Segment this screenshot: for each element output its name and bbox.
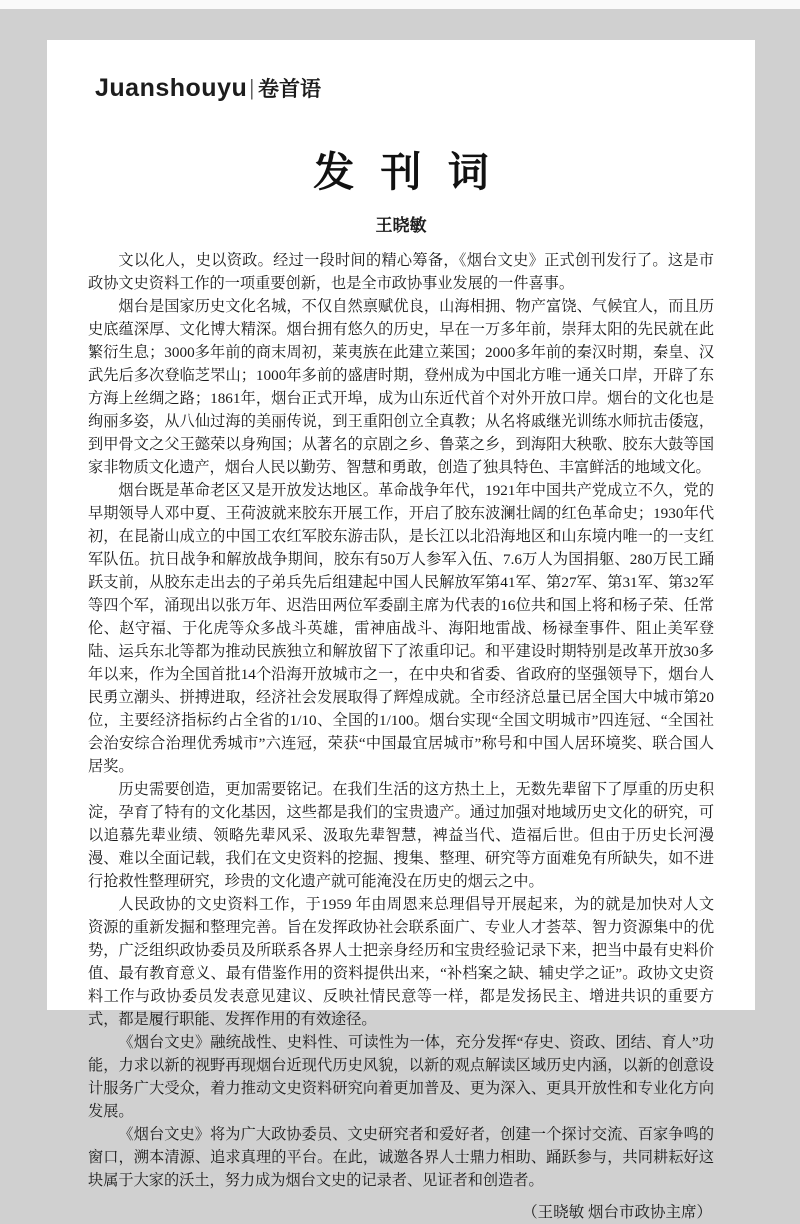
article-body bbox=[88, 249, 714, 1224]
masthead-separator: | bbox=[250, 75, 254, 100]
author-signature: （王晓敏 烟台市政协主席） bbox=[522, 1204, 712, 1221]
scan-edge-strip bbox=[0, 0, 800, 9]
paragraph: 《烟台文史》融统战性、史料性、可读性为一体，充分发挥“存史、资政、团结、育人”功能，力求以新的视野再现烟台近现代历史风貌，以新的观点解读区域历史内涵，以新的创意设计服务广大受众，着力推动文史资料研究向着更加普及、更为深入、更具开放性和专业化方向发展。 bbox=[88, 1034, 714, 1120]
paragraph: 人民政协的文史资料工作，于1959 年由周恩来总理倡导开展起来，为的就是加快对人文资源的重新发掘和整理完善。旨在发挥政协社会联系面广、专业人才荟萃、智力资源集中的优势，广泛组织政协委员及所联系各界人士把亲身经历和宝贵经验记录下来，把当中最有史料价值、最有教育意义、最有借鉴作用的资料提供出来，“补档案之缺、辅史学之证”。政协文史资料工作与政协委员发表意见建议、反映社情民意等一样，都是发扬民主、增进共识的重要方式，都是履行职能、发挥作用的有效途径。 bbox=[88, 896, 714, 1028]
document-page bbox=[47, 40, 755, 1221]
masthead-latin-title: Juanshouyu bbox=[95, 73, 248, 102]
paragraph: 烟台既是革命老区又是开放发达地区。革命战争年代，1921年中国共产党成立不久，党的早期领导人邓中夏、王荷波就来胶东开展工作，开启了胶东波澜壮阔的红色革命史；1930年代初，在昆嵛山成立的中国工农红军胶东游击队，是长江以北沿海地区和山东境内唯一的一支红军队伍。抗日战争和解放战争期间，胶东有50万人参军入伍、7.6万人为国捐躯、280万民工踊跃支前，从胶东走出去的子弟兵先后组建起中国人民解放军第41军、第27军、第31军、第32军等四个军，涌现出以张万年、迟浩田两位军委副主席为代表的16位共和国上将和杨子荣、任常伦、赵守福、于化虎等众多战斗英雄，雷神庙战斗、海阳地雷战、杨禄奎事件、阻止美军登陆、运兵东北等都为推动民族独立和解放留下了浓重印记。和平建设时期特别是改革开放30多年以来，作为全国首批14个沿海开放城市之一，在中央和省委、省政府的坚强领导下，烟台人民勇立潮头、拼搏进取，经济社会发展取得了辉煌成就。全市经济总量已居全国大中城市第20位，主要经济指标约占全省的1/10、全国的1/100。烟台实现“全国文明城市”四连冠、“全国社会治安综合治理优秀城市”六连冠，荣获“中国最宜居城市”称号和中国人居环境奖、联合国人居奖。 bbox=[88, 482, 714, 775]
article-title: 发 刊 词 bbox=[313, 149, 497, 195]
paragraph: 历史需要创造，更加需要铭记。在我们生活的这方热土上，无数先辈留下了厚重的历史积淀，孕育了特有的文化基因，这些都是我们的宝贵遗产。通过加强对地域历史文化的研究，可以追慕先辈业绩、领略先辈风采、汲取先辈智慧，裨益当代、造福后世。但由于历史长河漫漫、难以全面记载，我们在文史资料的挖掘、搜集、整理、研究等方面难免有所缺失，如不进行抢救性整理研究，珍贵的文化遗产就可能淹没在历史的烟云之中。 bbox=[88, 781, 714, 890]
masthead-chinese-title: 卷首语 bbox=[257, 77, 321, 101]
masthead bbox=[95, 73, 321, 103]
paragraph: 《烟台文史》将为广大政协委员、文史研究者和爱好者，创建一个探讨交流、百家争鸣的窗口，溯本清源、追求真理的平台。在此，诚邀各界人士鼎力相助、踊跃参与，共同耕耘好这块属于大家的沃土，努力成为烟台文史的记录者、见证者和创造者。 bbox=[88, 1126, 714, 1189]
paragraph: 文以化人，史以资政。经过一段时间的精心筹备，《烟台文史》正式创刊发行了。这是市政协文史资料工作的一项重要创新，也是全市政协事业发展的一件喜事。 bbox=[88, 252, 714, 292]
article-author: 王晓敏 bbox=[375, 216, 427, 235]
paragraph: 烟台是国家历史文化名城，不仅自然禀赋优良，山海相拥、物产富饶、气候宜人，而且历史底蕴深厚、文化博大精深。烟台拥有悠久的历史，早在一万多年前，崇拜太阳的先民就在此繁衍生息；3000多年前的商末周初，莱夷族在此建立莱国；2000多年前的秦汉时期，秦皇、汉武先后多次登临芝罘山；1000年多前的盛唐时期，登州成为中国北方唯一通关口岸，开辟了东方海上丝绸之路；1861年，烟台正式开埠，成为山东近代首个对外开放口岸。烟台的文化也是绚丽多姿，从八仙过海的美丽传说，到王重阳创立全真教；从名将戚继光训练水师抗击倭寇，到甲骨文之父王懿荣以身殉国；从著名的京剧之乡、鲁菜之乡，到海阳大秧歌、胶东大鼓等国家非物质文化遗产，烟台人民以勤劳、智慧和勇敢，创造了独具特色、丰富鲜活的地域文化。 bbox=[88, 298, 714, 476]
